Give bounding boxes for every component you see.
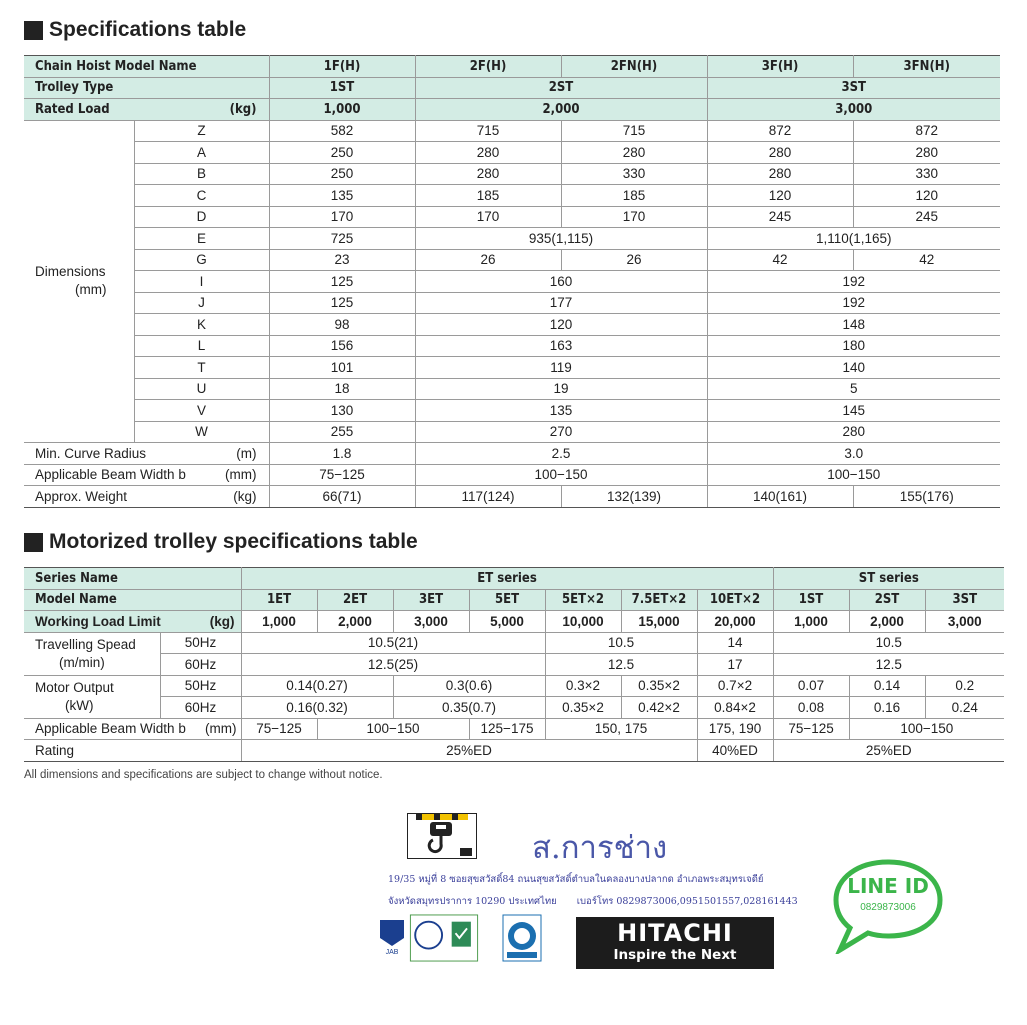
hz-label: 60Hz — [160, 654, 241, 676]
beam-width-label — [24, 464, 269, 486]
dim-value: 872 — [853, 120, 1000, 142]
output-value: 0.14 — [849, 675, 925, 697]
quality-system-cert-icon — [502, 914, 542, 962]
specs-heading-text: Specifications table — [49, 18, 247, 41]
svg-text:JAB: JAB — [385, 949, 399, 956]
dim-row-g — [24, 249, 1000, 271]
weight-row — [24, 486, 1000, 508]
motor-beam-label — [24, 718, 241, 740]
wll-cell: 1,000 — [241, 611, 317, 633]
model-cell: 3ET — [393, 589, 469, 611]
dim-value: 156 — [269, 335, 415, 357]
dim-value: 872 — [707, 120, 853, 142]
speed-label — [24, 632, 160, 675]
dim-value: 245 — [707, 206, 853, 228]
dim-letter: U — [134, 378, 269, 400]
heading-square-icon — [24, 21, 43, 40]
dim-letter: L — [134, 335, 269, 357]
motor-beam-value: 125−175 — [469, 718, 545, 740]
beam-value: 100−150 — [707, 464, 1000, 486]
dim-value: 280 — [561, 142, 707, 164]
beam-width-row — [24, 464, 1000, 486]
dim-row-a — [24, 142, 1000, 164]
dim-value: 250 — [269, 142, 415, 164]
footnote: All dimensions and specifications are subject to change without notice. — [24, 769, 383, 781]
motorized-trolley-table — [24, 567, 1004, 762]
motor-beam-value: 150, 175 — [545, 718, 697, 740]
speed-value: 17 — [697, 654, 773, 676]
wll-cell: 2,000 — [317, 611, 393, 633]
wll-cell: 3,000 — [925, 611, 1004, 633]
beam-value: 75−125 — [269, 464, 415, 486]
model-name-row — [24, 56, 1000, 78]
dim-value: 140 — [707, 357, 1000, 379]
wll-cell: 2,000 — [849, 611, 925, 633]
dimensions-label — [24, 120, 134, 443]
dim-value: 5 — [707, 378, 1000, 400]
speed-50hz-row — [24, 632, 1004, 654]
dim-value: 135 — [415, 400, 707, 422]
line-id-title: LINE ID — [847, 874, 929, 898]
wll-text: Working Load Limit — [35, 613, 161, 629]
hitachi-brand: HITACHI — [617, 919, 733, 947]
speed-value: 10.5(21) — [241, 632, 545, 654]
dim-value: 280 — [707, 142, 853, 164]
series-cell: ET series — [241, 568, 773, 590]
motor-beam-row — [24, 718, 1004, 740]
trolley-cell: 2ST — [415, 77, 707, 99]
wll-cell: 1,000 — [773, 611, 849, 633]
beam-width-text: Applicable Beam Width b — [35, 467, 186, 483]
dim-value: 135 — [269, 185, 415, 207]
curve-value: 1.8 — [269, 443, 415, 465]
dim-row-j — [24, 292, 1000, 314]
model-cell: 5ET — [469, 589, 545, 611]
hitachi-logo — [576, 917, 774, 969]
model-cell: 1ST — [773, 589, 849, 611]
output-value: 0.3(0.6) — [393, 675, 545, 697]
weight-value: 132(139) — [561, 486, 707, 508]
dim-value: 130 — [269, 400, 415, 422]
dim-row-w — [24, 421, 1000, 443]
crane-hook-logo — [407, 813, 477, 859]
dim-row-d — [24, 206, 1000, 228]
output-value: 0.35×2 — [621, 675, 697, 697]
dim-value: 170 — [561, 206, 707, 228]
specs-heading — [24, 18, 246, 42]
rating-label: Rating — [24, 740, 241, 762]
wll-cell: 20,000 — [697, 611, 773, 633]
model-cell: 2ET — [317, 589, 393, 611]
rated-load-unit: (kg) — [229, 101, 257, 117]
rating-value: 40%ED — [697, 740, 773, 762]
company-contact — [388, 894, 798, 909]
dim-value: 280 — [853, 142, 1000, 164]
dim-value: 185 — [415, 185, 561, 207]
dim-value: 330 — [561, 163, 707, 185]
model-cell: 1F(H) — [269, 56, 415, 78]
wll-row — [24, 611, 1004, 633]
dim-letter: K — [134, 314, 269, 336]
dim-value: 245 — [853, 206, 1000, 228]
dim-value: 148 — [707, 314, 1000, 336]
dim-letter: B — [134, 163, 269, 185]
output-value: 0.35(0.7) — [393, 697, 545, 719]
dim-letter: G — [134, 249, 269, 271]
beam-width-unit: (mm) — [225, 467, 257, 483]
speed-value: 10.5 — [545, 632, 697, 654]
dim-row-l — [24, 335, 1000, 357]
weight-text: Approx. Weight — [35, 488, 128, 504]
iso-ukas-cert-icon — [408, 914, 480, 962]
model-cell: 1ET — [241, 589, 317, 611]
dimensions-text: Dimensions — [35, 264, 106, 280]
dim-value: 42 — [853, 249, 1000, 271]
dim-row-z — [24, 120, 1000, 142]
curve-value: 2.5 — [415, 443, 707, 465]
output-label — [24, 675, 160, 718]
dim-value: 330 — [853, 163, 1000, 185]
dim-value: 120 — [707, 185, 853, 207]
model-label: Model Name — [24, 589, 241, 611]
hz-label: 50Hz — [160, 632, 241, 654]
dim-value: 280 — [707, 421, 1000, 443]
wll-cell: 15,000 — [621, 611, 697, 633]
jab-cert-icon — [378, 914, 406, 962]
dim-row-u — [24, 378, 1000, 400]
dim-row-v — [24, 400, 1000, 422]
dim-value: 255 — [269, 421, 415, 443]
weight-label — [24, 486, 269, 508]
crane-hook-icon — [408, 814, 476, 858]
dim-value: 125 — [269, 271, 415, 293]
weight-value: 155(176) — [853, 486, 1000, 508]
model-cell: 3FN(H) — [853, 56, 1000, 78]
model-cell: 2ST — [849, 589, 925, 611]
model-cell: 10ET×2 — [697, 589, 773, 611]
motor-beam-value: 100−150 — [317, 718, 469, 740]
motor-heading-text: Motorized trolley specifications table — [49, 530, 418, 553]
dim-value: 280 — [707, 163, 853, 185]
rated-load-row — [24, 99, 1000, 121]
trolley-type-row — [24, 77, 1000, 99]
motor-beam-value: 75−125 — [241, 718, 317, 740]
model-cell: 5ET×2 — [545, 589, 621, 611]
motor-beam-value: 175, 190 — [697, 718, 773, 740]
output-value: 0.35×2 — [545, 697, 621, 719]
model-row — [24, 589, 1004, 611]
output-value: 0.24 — [925, 697, 1004, 719]
dim-value: 98 — [269, 314, 415, 336]
dim-letter: V — [134, 400, 269, 422]
curve-radius-text: Min. Curve Radius — [35, 445, 147, 461]
motor-heading — [24, 530, 418, 554]
dim-value: 192 — [707, 292, 1000, 314]
dim-value: 145 — [707, 400, 1000, 422]
output-50hz-row — [24, 675, 1004, 697]
dim-row-e — [24, 228, 1000, 250]
output-60hz-row — [24, 697, 1004, 719]
output-unit: (kW) — [65, 697, 94, 713]
hitachi-tagline: Inspire the Next — [613, 947, 737, 963]
model-cell: 3ST — [925, 589, 1004, 611]
rating-value: 25%ED — [241, 740, 697, 762]
dim-value: 18 — [269, 378, 415, 400]
output-value: 0.07 — [773, 675, 849, 697]
dim-row-b — [24, 163, 1000, 185]
speed-text: Travelling Spead — [35, 636, 136, 652]
wll-label — [24, 611, 241, 633]
dim-value: 715 — [415, 120, 561, 142]
output-value: 0.42×2 — [621, 697, 697, 719]
model-name-label: Chain Hoist Model Name — [24, 56, 269, 78]
series-cell: ST series — [773, 568, 1004, 590]
heading-square-icon — [24, 533, 43, 552]
company-name: ส.การช่าง — [532, 830, 668, 866]
wll-cell: 3,000 — [393, 611, 469, 633]
dim-value: 163 — [415, 335, 707, 357]
wll-cell: 10,000 — [545, 611, 621, 633]
output-value: 0.16(0.32) — [241, 697, 393, 719]
beam-value: 100−150 — [415, 464, 707, 486]
weight-value: 117(124) — [415, 486, 561, 508]
output-value: 0.3×2 — [545, 675, 621, 697]
dim-letter: A — [134, 142, 269, 164]
model-cell: 2F(H) — [415, 56, 561, 78]
dim-letter: I — [134, 271, 269, 293]
speed-value: 10.5 — [773, 632, 1004, 654]
model-cell: 7.5ET×2 — [621, 589, 697, 611]
weight-unit: (kg) — [233, 488, 257, 504]
dim-value: 192 — [707, 271, 1000, 293]
series-row — [24, 568, 1004, 590]
wll-cell: 5,000 — [469, 611, 545, 633]
company-phone: เบอร์โทร 0829873006,0951501557,028161443 — [576, 896, 798, 907]
speed-value: 12.5 — [545, 654, 697, 676]
dim-value: 177 — [415, 292, 707, 314]
motor-beam-unit: (mm) — [205, 721, 237, 737]
dim-value: 120 — [853, 185, 1000, 207]
dim-value: 1,110(1,165) — [707, 228, 1000, 250]
dim-value: 119 — [415, 357, 707, 379]
dim-letter: T — [134, 357, 269, 379]
dim-value: 935(1,115) — [415, 228, 707, 250]
dim-value: 270 — [415, 421, 707, 443]
dim-letter: D — [134, 206, 269, 228]
dim-row-i — [24, 271, 1000, 293]
output-text: Motor Output — [35, 679, 114, 695]
dim-value: 26 — [415, 249, 561, 271]
hz-label: 50Hz — [160, 675, 241, 697]
dim-value: 125 — [269, 292, 415, 314]
dim-value: 180 — [707, 335, 1000, 357]
dim-value: 715 — [561, 120, 707, 142]
curve-radius-row — [24, 443, 1000, 465]
dim-value: 250 — [269, 163, 415, 185]
dim-value: 170 — [269, 206, 415, 228]
dim-letter: E — [134, 228, 269, 250]
line-id-number: 0829873006 — [860, 902, 916, 913]
trolley-type-label: Trolley Type — [24, 77, 269, 99]
dim-value: 582 — [269, 120, 415, 142]
dim-row-c — [24, 185, 1000, 207]
motor-beam-value: 75−125 — [773, 718, 849, 740]
dim-row-k — [24, 314, 1000, 336]
dimensions-unit: (mm) — [75, 282, 107, 298]
rated-cell: 1,000 — [269, 99, 415, 121]
dim-value: 725 — [269, 228, 415, 250]
dim-value: 185 — [561, 185, 707, 207]
dim-value: 120 — [415, 314, 707, 336]
dim-letter: Z — [134, 120, 269, 142]
rated-cell: 3,000 — [707, 99, 1000, 121]
rated-load-label — [24, 99, 269, 121]
dim-value: 26 — [561, 249, 707, 271]
output-value: 0.08 — [773, 697, 849, 719]
model-cell: 3F(H) — [707, 56, 853, 78]
curve-radius-label — [24, 443, 269, 465]
trolley-cell: 3ST — [707, 77, 1000, 99]
wll-unit: (kg) — [209, 613, 235, 629]
speed-value: 12.5 — [773, 654, 1004, 676]
dim-value: 23 — [269, 249, 415, 271]
output-value: 0.16 — [849, 697, 925, 719]
speed-60hz-row — [24, 654, 1004, 676]
weight-value: 140(161) — [707, 486, 853, 508]
rated-cell: 2,000 — [415, 99, 707, 121]
rating-row — [24, 740, 1004, 762]
motor-beam-text: Applicable Beam Width b — [35, 721, 186, 737]
output-value: 0.14(0.27) — [241, 675, 393, 697]
weight-value: 66(71) — [269, 486, 415, 508]
curve-radius-unit: (m) — [236, 445, 257, 461]
hz-label: 60Hz — [160, 697, 241, 719]
dim-row-t — [24, 357, 1000, 379]
speed-value: 14 — [697, 632, 773, 654]
company-address-2: จังหวัดสมุทรปราการ 10290 ประเทศไทย — [388, 896, 557, 907]
series-label: Series Name — [24, 568, 241, 590]
speed-unit: (m/min) — [59, 654, 105, 670]
company-address: 19/35 หมู่ที่ 8 ซอยสุขสวัสดิ์84 ถนนสุขสวัสดิ์ตำบลในคลองบางปลากด อำเภอพระสมุทรเจดีย์ — [388, 874, 764, 885]
output-value: 0.7×2 — [697, 675, 773, 697]
dim-value: 280 — [415, 163, 561, 185]
dim-letter: W — [134, 421, 269, 443]
motor-beam-value: 100−150 — [849, 718, 1004, 740]
output-value: 0.84×2 — [697, 697, 773, 719]
trolley-cell: 1ST — [269, 77, 415, 99]
output-value: 0.2 — [925, 675, 1004, 697]
rated-load-text: Rated Load — [35, 101, 110, 117]
specifications-table — [24, 55, 1000, 508]
dim-letter: C — [134, 185, 269, 207]
dim-letter: J — [134, 292, 269, 314]
dim-value: 42 — [707, 249, 853, 271]
dim-value: 160 — [415, 271, 707, 293]
speed-value: 12.5(25) — [241, 654, 545, 676]
dim-value: 101 — [269, 357, 415, 379]
dim-value: 170 — [415, 206, 561, 228]
curve-value: 3.0 — [707, 443, 1000, 465]
rating-value: 25%ED — [773, 740, 1004, 762]
dim-value: 280 — [415, 142, 561, 164]
line-id-badge[interactable] — [832, 858, 944, 959]
dim-value: 19 — [415, 378, 707, 400]
model-cell: 2FN(H) — [561, 56, 707, 78]
